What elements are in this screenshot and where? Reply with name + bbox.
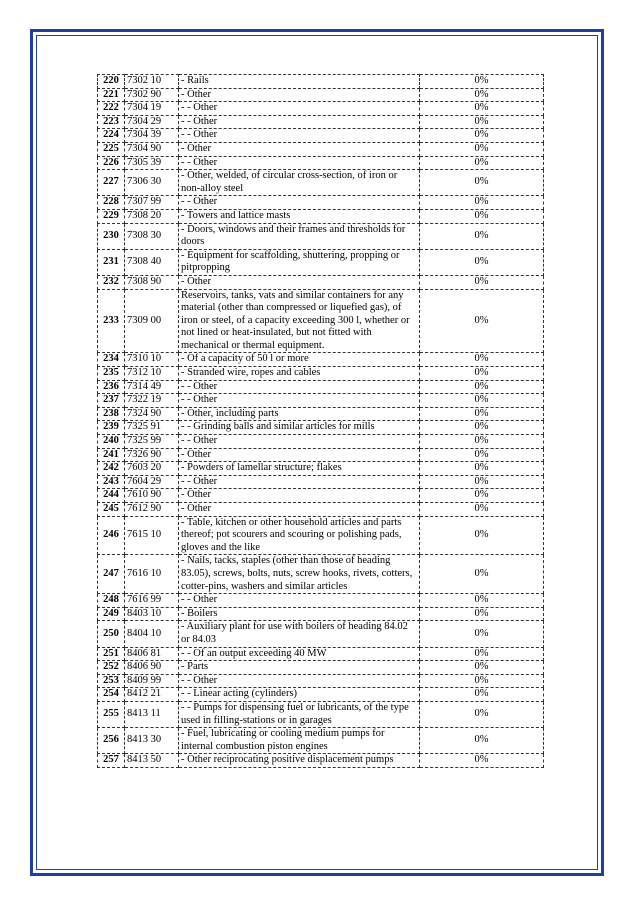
product-description: - Other reciprocating positive displacement pumps xyxy=(179,754,420,768)
table-row xyxy=(98,209,544,223)
row-number: 224 xyxy=(98,129,125,143)
hs-code: 7616 10 xyxy=(125,555,179,594)
table-row xyxy=(98,353,544,367)
table-row xyxy=(98,435,544,449)
hs-code: 7325 91 xyxy=(125,421,179,435)
table-row xyxy=(98,275,544,289)
row-number: 251 xyxy=(98,647,125,661)
hs-code: 7304 90 xyxy=(125,142,179,156)
row-number: 232 xyxy=(98,275,125,289)
tariff-rate: 0% xyxy=(420,701,544,727)
tariff-rate: 0% xyxy=(420,156,544,170)
tariff-rate: 0% xyxy=(420,129,544,143)
hs-code: 8406 90 xyxy=(125,661,179,675)
product-description: - - Other xyxy=(179,380,420,394)
product-description: - - Other xyxy=(179,196,420,210)
hs-code: 7616 99 xyxy=(125,594,179,608)
row-number: 249 xyxy=(98,607,125,621)
hs-code: 8409 99 xyxy=(125,674,179,688)
table-row xyxy=(98,555,544,594)
tariff-rate: 0% xyxy=(420,475,544,489)
product-description: - - Other xyxy=(179,435,420,449)
tariff-rate: 0% xyxy=(420,661,544,675)
product-description: - Doors, windows and their frames and thresholds for doors xyxy=(179,223,420,249)
product-description: - Other, welded, of circular cross-section, of iron or non-alloy steel xyxy=(179,170,420,196)
hs-code: 8412 21 xyxy=(125,688,179,702)
table-row xyxy=(98,289,544,353)
table-row xyxy=(98,688,544,702)
product-description: - Rails xyxy=(179,75,420,89)
table-row xyxy=(98,754,544,768)
hs-code: 8413 11 xyxy=(125,701,179,727)
row-number: 256 xyxy=(98,728,125,754)
hs-code: 8406 81 xyxy=(125,647,179,661)
product-description: - Other xyxy=(179,503,420,517)
tariff-rate: 0% xyxy=(420,249,544,275)
hs-code: 7305 39 xyxy=(125,156,179,170)
product-description: - Boilers xyxy=(179,607,420,621)
row-number: 244 xyxy=(98,489,125,503)
product-description: - - Other xyxy=(179,475,420,489)
hs-code: 7615 10 xyxy=(125,516,179,555)
hs-code: 8404 10 xyxy=(125,621,179,647)
tariff-rate: 0% xyxy=(420,353,544,367)
hs-code: 7310 10 xyxy=(125,353,179,367)
table-row xyxy=(98,489,544,503)
product-description: - - Other xyxy=(179,129,420,143)
row-number: 240 xyxy=(98,435,125,449)
tariff-rate: 0% xyxy=(420,394,544,408)
hs-code: 7324 90 xyxy=(125,407,179,421)
tariff-rate: 0% xyxy=(420,503,544,517)
row-number: 257 xyxy=(98,754,125,768)
row-number: 225 xyxy=(98,142,125,156)
row-number: 233 xyxy=(98,289,125,353)
product-description: - Stranded wire, ropes and cables xyxy=(179,367,420,381)
row-number: 237 xyxy=(98,394,125,408)
tariff-rate: 0% xyxy=(420,489,544,503)
product-description: - Towers and lattice masts xyxy=(179,209,420,223)
product-description: - - Other xyxy=(179,394,420,408)
table-row xyxy=(98,249,544,275)
row-number: 236 xyxy=(98,380,125,394)
product-description: - - Other xyxy=(179,156,420,170)
product-description: - Parts xyxy=(179,661,420,675)
row-number: 231 xyxy=(98,249,125,275)
tariff-table xyxy=(97,74,544,768)
table-row xyxy=(98,75,544,89)
table-row xyxy=(98,156,544,170)
product-description: - Other xyxy=(179,448,420,462)
hs-code: 7308 40 xyxy=(125,249,179,275)
hs-code: 7312 10 xyxy=(125,367,179,381)
tariff-rate: 0% xyxy=(420,607,544,621)
tariff-rate: 0% xyxy=(420,594,544,608)
hs-code: 7308 90 xyxy=(125,275,179,289)
product-description: - - Linear acting (cylinders) xyxy=(179,688,420,702)
hs-code: 8413 30 xyxy=(125,728,179,754)
tariff-rate: 0% xyxy=(420,102,544,116)
table-row xyxy=(98,475,544,489)
row-number: 248 xyxy=(98,594,125,608)
product-description: - - Other xyxy=(179,594,420,608)
hs-code: 7314 49 xyxy=(125,380,179,394)
tariff-table-body xyxy=(98,75,544,768)
row-number: 243 xyxy=(98,475,125,489)
table-row xyxy=(98,661,544,675)
table-row xyxy=(98,516,544,555)
product-description: - - Grinding balls and similar articles for mills xyxy=(179,421,420,435)
product-description: - - Pumps for dispensing fuel or lubricants, of the type used in filling-stations or in garages xyxy=(179,701,420,727)
tariff-rate: 0% xyxy=(420,754,544,768)
row-number: 239 xyxy=(98,421,125,435)
row-number: 247 xyxy=(98,555,125,594)
product-description: - Fuel, lubricating or cooling medium pumps for internal combustion piston engines xyxy=(179,728,420,754)
row-number: 254 xyxy=(98,688,125,702)
hs-code: 7304 29 xyxy=(125,115,179,129)
table-row xyxy=(98,728,544,754)
product-description: - Auxiliary plant for use with boilers of heading 84.02 or 84.03 xyxy=(179,621,420,647)
hs-code: 7308 30 xyxy=(125,223,179,249)
product-description: - Equipment for scaffolding, shuttering, propping or pitpropping xyxy=(179,249,420,275)
tariff-rate: 0% xyxy=(420,223,544,249)
tariff-rate: 0% xyxy=(420,75,544,89)
table-row xyxy=(98,462,544,476)
hs-code: 7610 90 xyxy=(125,489,179,503)
row-number: 227 xyxy=(98,170,125,196)
table-row xyxy=(98,223,544,249)
hs-code: 8413 50 xyxy=(125,754,179,768)
product-description: - - Other xyxy=(179,115,420,129)
tariff-rate: 0% xyxy=(420,621,544,647)
tariff-rate: 0% xyxy=(420,516,544,555)
table-row xyxy=(98,621,544,647)
table-row xyxy=(98,170,544,196)
row-number: 235 xyxy=(98,367,125,381)
row-number: 252 xyxy=(98,661,125,675)
product-description: - Other xyxy=(179,88,420,102)
row-number: 230 xyxy=(98,223,125,249)
tariff-rate: 0% xyxy=(420,88,544,102)
product-description: - Table, kitchen or other household articles and parts thereof; pot scourers and scouring or polishing pads, gloves and the like xyxy=(179,516,420,555)
hs-code: 7308 20 xyxy=(125,209,179,223)
hs-code: 7612 90 xyxy=(125,503,179,517)
tariff-rate: 0% xyxy=(420,688,544,702)
table-row xyxy=(98,647,544,661)
hs-code: 7325 99 xyxy=(125,435,179,449)
table-row xyxy=(98,607,544,621)
hs-code: 7603 20 xyxy=(125,462,179,476)
tariff-rate: 0% xyxy=(420,728,544,754)
tariff-rate: 0% xyxy=(420,421,544,435)
hs-code: 7309 00 xyxy=(125,289,179,353)
table-row xyxy=(98,394,544,408)
tariff-rate: 0% xyxy=(420,448,544,462)
row-number: 242 xyxy=(98,462,125,476)
hs-code: 7304 39 xyxy=(125,129,179,143)
tariff-rate: 0% xyxy=(420,367,544,381)
tariff-rate: 0% xyxy=(420,170,544,196)
product-description: - - Other xyxy=(179,674,420,688)
tariff-rate: 0% xyxy=(420,196,544,210)
hs-code: 8403 10 xyxy=(125,607,179,621)
hs-code: 7322 19 xyxy=(125,394,179,408)
row-number: 253 xyxy=(98,674,125,688)
product-description: - Powders of lamellar structure; flakes xyxy=(179,462,420,476)
row-number: 229 xyxy=(98,209,125,223)
row-number: 250 xyxy=(98,621,125,647)
table-row xyxy=(98,129,544,143)
tariff-rate: 0% xyxy=(420,289,544,353)
product-description: - Other xyxy=(179,489,420,503)
tariff-rate: 0% xyxy=(420,462,544,476)
tariff-rate: 0% xyxy=(420,647,544,661)
tariff-rate: 0% xyxy=(420,407,544,421)
product-description: - Nails, tacks, staples (other than those of heading 83.05), screws, bolts, nuts, screw hooks, rivets, cotters, cotter-pins, washers and similar articles xyxy=(179,555,420,594)
table-row xyxy=(98,88,544,102)
hs-code: 7326 90 xyxy=(125,448,179,462)
tariff-rate: 0% xyxy=(420,380,544,394)
tariff-rate: 0% xyxy=(420,209,544,223)
hs-code: 7302 10 xyxy=(125,75,179,89)
table-row xyxy=(98,421,544,435)
row-number: 234 xyxy=(98,353,125,367)
table-row xyxy=(98,503,544,517)
table-row xyxy=(98,594,544,608)
hs-code: 7306 30 xyxy=(125,170,179,196)
product-description: - - Of an output exceeding 40 MW xyxy=(179,647,420,661)
row-number: 221 xyxy=(98,88,125,102)
tariff-rate: 0% xyxy=(420,555,544,594)
product-description: Reservoirs, tanks, vats and similar containers for any material (other than compressed or liquefied gas), of iron or steel, of a capacity exceeding 300 l, whether or not lined or heat-insulated, but not fitted with mechanical or thermal equipment. xyxy=(179,289,420,353)
row-number: 226 xyxy=(98,156,125,170)
table-row xyxy=(98,674,544,688)
tariff-rate: 0% xyxy=(420,435,544,449)
tariff-rate: 0% xyxy=(420,115,544,129)
row-number: 223 xyxy=(98,115,125,129)
table-row xyxy=(98,102,544,116)
table-row xyxy=(98,367,544,381)
row-number: 241 xyxy=(98,448,125,462)
table-row xyxy=(98,115,544,129)
product-description: - Other, including parts xyxy=(179,407,420,421)
tariff-rate: 0% xyxy=(420,275,544,289)
hs-code: 7604 29 xyxy=(125,475,179,489)
table-row xyxy=(98,701,544,727)
row-number: 255 xyxy=(98,701,125,727)
table-row xyxy=(98,142,544,156)
row-number: 228 xyxy=(98,196,125,210)
hs-code: 7307 99 xyxy=(125,196,179,210)
table-row xyxy=(98,380,544,394)
tariff-rate: 0% xyxy=(420,674,544,688)
row-number: 222 xyxy=(98,102,125,116)
product-description: - Other xyxy=(179,142,420,156)
product-description: - Of a capacity of 50 l or more xyxy=(179,353,420,367)
row-number: 238 xyxy=(98,407,125,421)
row-number: 246 xyxy=(98,516,125,555)
hs-code: 7304 19 xyxy=(125,102,179,116)
product-description: - - Other xyxy=(179,102,420,116)
table-row xyxy=(98,407,544,421)
row-number: 245 xyxy=(98,503,125,517)
tariff-rate: 0% xyxy=(420,142,544,156)
table-row xyxy=(98,196,544,210)
table-row xyxy=(98,448,544,462)
row-number: 220 xyxy=(98,75,125,89)
hs-code: 7302 90 xyxy=(125,88,179,102)
product-description: - Other xyxy=(179,275,420,289)
